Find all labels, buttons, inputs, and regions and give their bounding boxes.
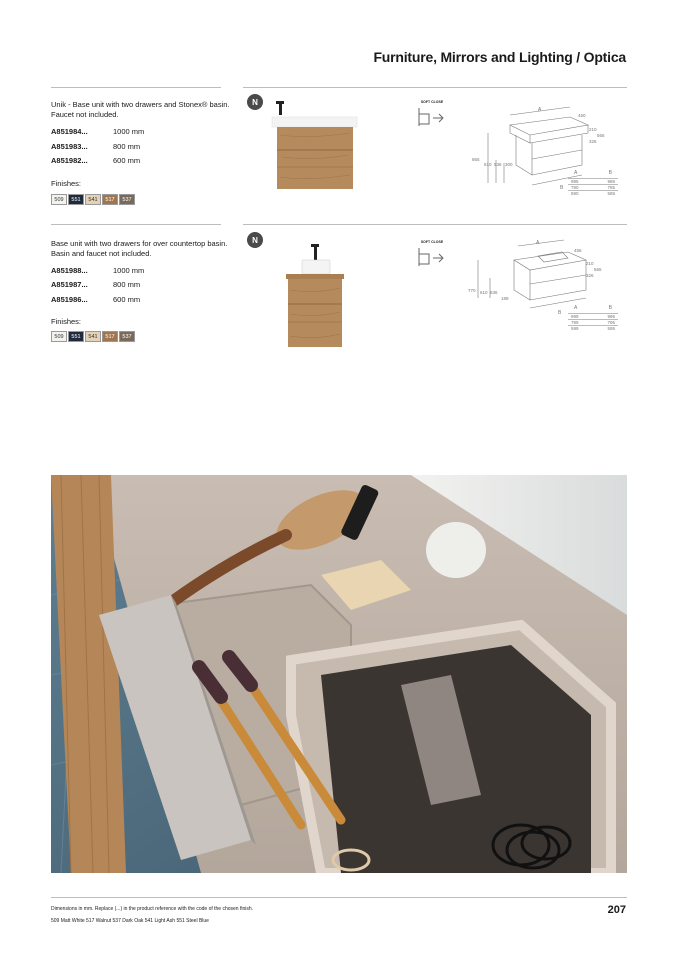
dim-table-cell: 985 — [607, 179, 615, 184]
finish-swatches — [51, 194, 135, 205]
dim-label: 536 — [494, 162, 502, 167]
dim-label: 610 — [480, 290, 488, 295]
finish-swatch: 551 — [68, 194, 84, 205]
product-code: A851984... — [51, 127, 88, 136]
finishes-label: Finishes: — [51, 179, 82, 188]
dim-label: 610 — [484, 162, 492, 167]
dim-table-col: A — [574, 170, 578, 176]
dim-label-a: A — [536, 240, 540, 246]
page-number: 207 — [607, 904, 626, 916]
soft-close-label: SOFT CLOSE — [420, 100, 444, 104]
finish-swatch: 541 — [85, 194, 101, 205]
dim-label: 565 — [597, 133, 605, 138]
finish-swatch: 537 — [119, 331, 135, 342]
vanity-unit-image — [270, 95, 360, 195]
dim-table-cell: 585 — [607, 191, 615, 196]
dim-table-cell: 595 — [607, 326, 615, 331]
finish-swatch: 541 — [85, 331, 101, 342]
product-size: 600 mm — [113, 295, 141, 304]
finishes-label: Finishes: — [51, 317, 82, 326]
dim-label: 865 — [472, 157, 480, 162]
dim-label: 536 — [490, 290, 498, 295]
section-rule — [243, 87, 627, 88]
product-code: A851987... — [51, 280, 88, 289]
product-code: A851988... — [51, 266, 88, 275]
dim-table-row — [568, 325, 618, 331]
dim-table-col: B — [608, 170, 612, 176]
dim-label-a: A — [538, 107, 542, 113]
finish-legend: 509 Matt White 517 Walnut 537 Dark Oak 541 Light Ash 551 Steel Blue — [51, 918, 209, 924]
product-code: A851986... — [51, 295, 88, 304]
dim-label: 300 — [505, 162, 513, 167]
dim-label: 565 — [594, 267, 602, 272]
dim-label: 326 — [589, 139, 597, 144]
product-size: 600 mm — [113, 156, 141, 165]
dim-table-cell: 995 — [571, 179, 579, 184]
soft-close-icon — [417, 100, 447, 128]
dim-label: 210 — [589, 127, 597, 132]
section-rule — [51, 87, 221, 88]
finish-swatch: 551 — [68, 331, 84, 342]
dim-label: 456 — [574, 248, 582, 253]
dim-table-cell: 590 — [571, 191, 579, 196]
product-code: A851983... — [51, 142, 88, 151]
finish-swatch: 517 — [102, 194, 118, 205]
drawer-organizer-photo — [51, 475, 627, 873]
dim-label: 326 — [586, 273, 594, 278]
finish-swatches — [51, 331, 135, 342]
product-description: Unik - Base unit with two drawers and Stonex® basin. Faucet not included. — [51, 100, 230, 119]
section-rule — [243, 224, 627, 225]
dim-label: 189 — [501, 296, 509, 301]
soft-close-icon — [417, 240, 447, 268]
footer-rule — [51, 897, 627, 898]
dim-table-cell: 995 — [607, 314, 615, 319]
new-badge: N — [247, 232, 263, 248]
product-size: 800 mm — [113, 280, 141, 289]
product-size: 1000 mm — [113, 266, 145, 275]
dim-label-b: B — [560, 185, 564, 191]
finish-swatch: 509 — [51, 331, 67, 342]
dim-table-col: B — [608, 305, 612, 311]
dim-table-header — [568, 170, 618, 176]
dim-table-cell: 795 — [607, 320, 615, 325]
product-size: 800 mm — [113, 142, 141, 151]
dim-table-cell: 999 — [571, 314, 579, 319]
page-title: Furniture, Mirrors and Lighting / Optica — [373, 49, 626, 65]
dim-table-row — [568, 190, 618, 196]
new-badge: N — [247, 94, 263, 110]
finish-swatch: 537 — [119, 194, 135, 205]
dim-table-cell: 599 — [571, 326, 579, 331]
dim-label-b: B — [558, 310, 562, 316]
dim-label: 450 — [578, 113, 586, 118]
dimension-table — [568, 305, 618, 331]
dim-label: 210 — [586, 261, 594, 266]
section-rule — [51, 224, 221, 225]
dim-table-col: A — [574, 305, 578, 311]
soft-close-label: SOFT CLOSE — [420, 240, 444, 244]
vanity-unit-image — [280, 240, 350, 352]
footer-note: Dimensions in mm. Replace (...) in the product reference with the code of the chosen finish. — [51, 906, 254, 912]
finish-swatch: 509 — [51, 194, 67, 205]
dim-table-cell: 790 — [571, 185, 579, 190]
product-size: 1000 mm — [113, 127, 145, 136]
product-description: Base unit with two drawers for over countertop basin. Basin and faucet not included. — [51, 239, 228, 258]
dim-table-cell: 799 — [571, 320, 579, 325]
dim-label: 770 — [468, 288, 476, 293]
dim-table-cell: 785 — [607, 185, 615, 190]
dim-table-header — [568, 305, 618, 311]
finish-swatch: 517 — [102, 331, 118, 342]
product-code: A851982... — [51, 156, 88, 165]
dimension-table — [568, 170, 618, 196]
